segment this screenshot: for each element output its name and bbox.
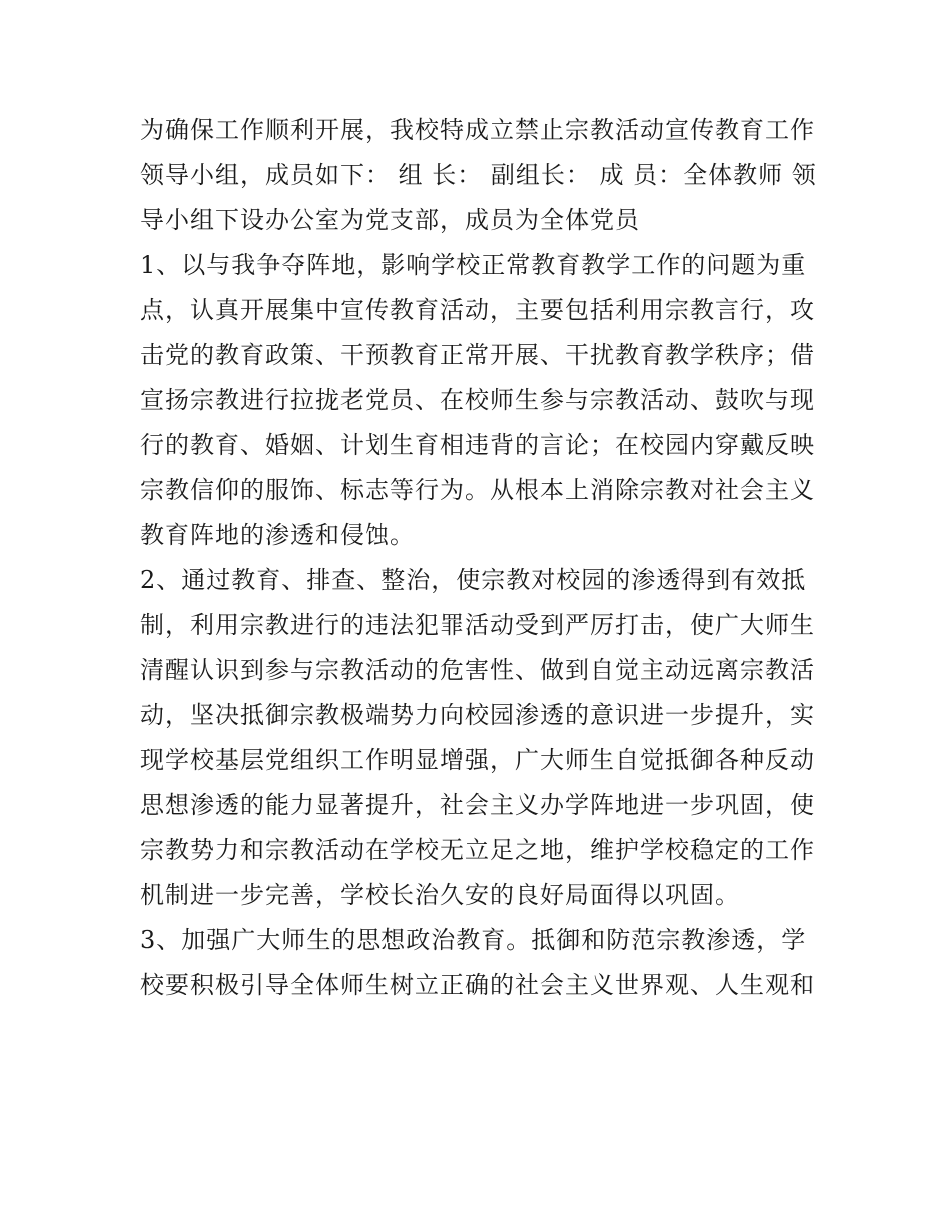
intro-paragraph	[140, 108, 820, 243]
text-line: 点，认真开展集中宣传教育活动，主要包括利用宗教言行，攻	[140, 296, 815, 324]
text-line: 宗教势力和宗教活动在学校无立足之地，维护学校稳定的工作	[140, 836, 815, 864]
text-line: 校要积极引导全体师生树立正确的社会主义世界观、人生观和	[140, 971, 815, 999]
text-line: 动，坚决抵御宗教极端势力向校园渗透的意识进一步提升，实	[140, 701, 815, 729]
text-line: 教育阵地的渗透和侵蚀。	[140, 521, 415, 549]
body-text	[140, 108, 820, 1008]
text-line: 清醒认识到参与宗教活动的危害性、做到自觉主动远离宗教活	[140, 656, 815, 684]
text-line: 思想渗透的能力显著提升，社会主义办学阵地进一步巩固，使	[140, 791, 815, 819]
text-line: 现学校基层党组织工作明显增强，广大师生自觉抵御各种反动	[140, 746, 815, 774]
text-line: 3、加强广大师生的思想政治教育。抵御和防范宗教渗透，学	[140, 926, 807, 954]
text-line: 机制进一步完善，学校长治久安的良好局面得以巩固。	[140, 881, 740, 909]
text-line: 击党的教育政策、干预教育正常开展、干扰教育教学秩序；借	[140, 341, 815, 369]
text-line: 制，利用宗教进行的违法犯罪活动受到严厉打击，使广大师生	[140, 611, 815, 639]
text-line: 宗教信仰的服饰、标志等行为。从根本上消除宗教对社会主义	[140, 476, 815, 504]
text-line: 行的教育、婚姻、计划生育相违背的言论；在校园内穿戴反映	[140, 431, 815, 459]
text-line: 导小组下设办公室为党支部，成员为全体党员	[140, 206, 640, 234]
text-line: 领导小组，成员如下： 组 长： 副组长： 成 员：全体教师 领	[140, 161, 817, 189]
text-line: 2、通过教育、排查、整治，使宗教对校园的渗透得到有效抵	[140, 566, 807, 594]
text-line: 宣扬宗教进行拉拢老党员、在校师生参与宗教活动、鼓吹与现	[140, 386, 815, 414]
text-line: 1、以与我争夺阵地，影响学校正常教育教学工作的问题为重	[140, 251, 807, 279]
item-2-paragraph	[140, 558, 820, 918]
text-line: 为确保工作顺利开展，我校特成立禁止宗教活动宣传教育工作	[140, 116, 815, 144]
item-3-paragraph	[140, 918, 820, 1008]
item-1-paragraph	[140, 243, 820, 558]
